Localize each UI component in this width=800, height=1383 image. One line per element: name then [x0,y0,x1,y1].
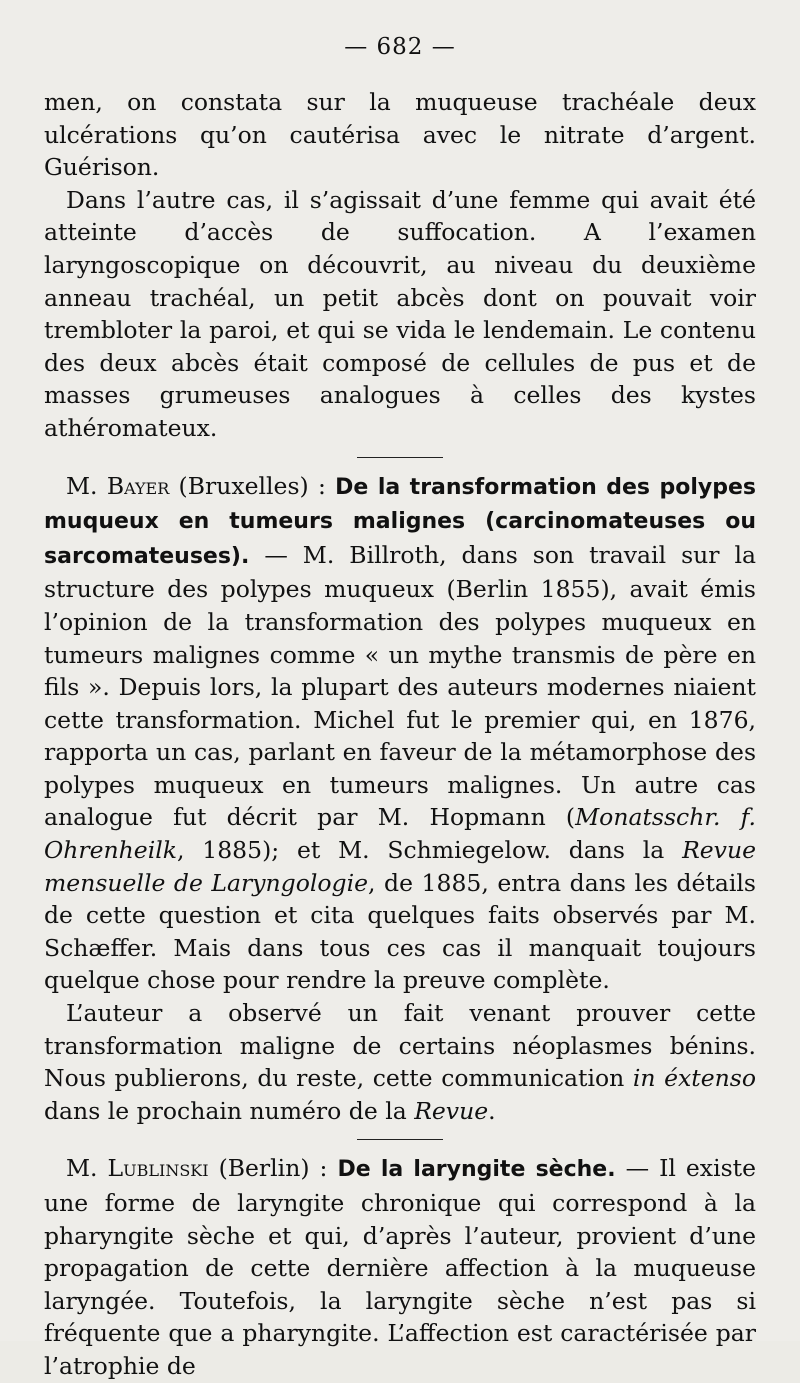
section-bayer-body-a: — M. Billroth, dans son travail sur la structure des polypes muqueux (Berlin 1855), avait émis l’opinion de la transformation des polypes muqueux en tumeurs malignes comme « un mythe transmis de père en fils ». Depuis lors, la plupart des auteurs modernes niaient cette transformation. Michel fut le premier qui, en 1876, rapporta un cas, parlant en faveur de la métamorphose des polypes muqueux en tumeurs malignes. Un autre cas analogue fut décrit par M. Hopmann ( [44,540,756,832]
section-bayer-p2-end: . [488,1096,496,1125]
author-lublinski-place: (Berlin) : [208,1154,338,1183]
section-lublinski-title: De la laryngite sèche. [337,1157,616,1183]
journal-revue: Revue [414,1096,489,1125]
section-bayer-title: De la transformation des polypes muqueux en tumeurs malignes (carcinomateuses ou sarcomateuses). [44,474,756,569]
page-number: — 682 — [344,34,456,60]
section-bayer-body-b: , 1885); et M. Schmiegelow. dans la [177,836,683,865]
author-bayer-place: (Bruxelles) : [169,471,336,500]
section-bayer-prefix: M. [66,471,107,500]
section-bayer [44,470,756,998]
section-divider-2 [357,1139,443,1140]
in-extenso: in éxtenso [632,1064,756,1093]
page-body [44,86,756,1383]
author-bayer: Bayer [106,471,170,500]
section-bayer-paragraph-2 [44,997,756,1127]
section-lublinski [44,1152,756,1382]
author-lublinski: Lublinski [107,1154,209,1183]
journal-revue-mensuelle: Revue mensuelle de Laryngologie [44,836,756,897]
section-bayer-body-c: , de 1885, entra dans les détails de cette question et cita quelques faits observés par M. Schæffer. Mais dans tous ces cas il manquait toujours quelque chose pour rendre la preuve complète. [44,868,756,995]
journal-monatsschr: Monatsschr. f. Ohrenheilk [44,803,757,865]
section-bayer-p2-b: dans le prochain numéro de la [44,1096,415,1125]
paragraph-continuation: men, on constata sur la muqueuse trachéale deux ulcérations qu’on cautérisa avec le nitrate d’argent. Guérison. [44,88,756,182]
section-lublinski-body: — Il existe une forme de laryngite chronique qui correspond à la pharyngite sèche et qui, d’après l’auteur, provient d’une propagation de cette dernière affection à la muqueuse laryngée. Toutefois, la laryngite sèche n’est pas si fréquente que a pharyngite. L’affection est caractérisée par l’atrophie de [44,1154,756,1380]
section-lublinski-prefix: M. [66,1154,108,1183]
paragraph-abscess-case: Dans l’autre cas, il s’agissait d’une femme qui avait été atteinte d’accès de suffocation. A l’examen laryngoscopique on découvrit, au niveau du deuxième anneau trachéal, un petit abcès dont on pouvait voir trembloter la paroi, et qui se vida le lendemain. Le contenu des deux abcès était composé de cellules de pus et de masses grumeuses analogues à celles des kystes athéromateux. [44,185,756,442]
section-divider [357,457,443,458]
section-bayer-p2-a: L’auteur a observé un fait venant prouver cette transformation maligne de certains néoplasmes bénins. Nous publierons, du reste, cette communication [44,999,756,1093]
